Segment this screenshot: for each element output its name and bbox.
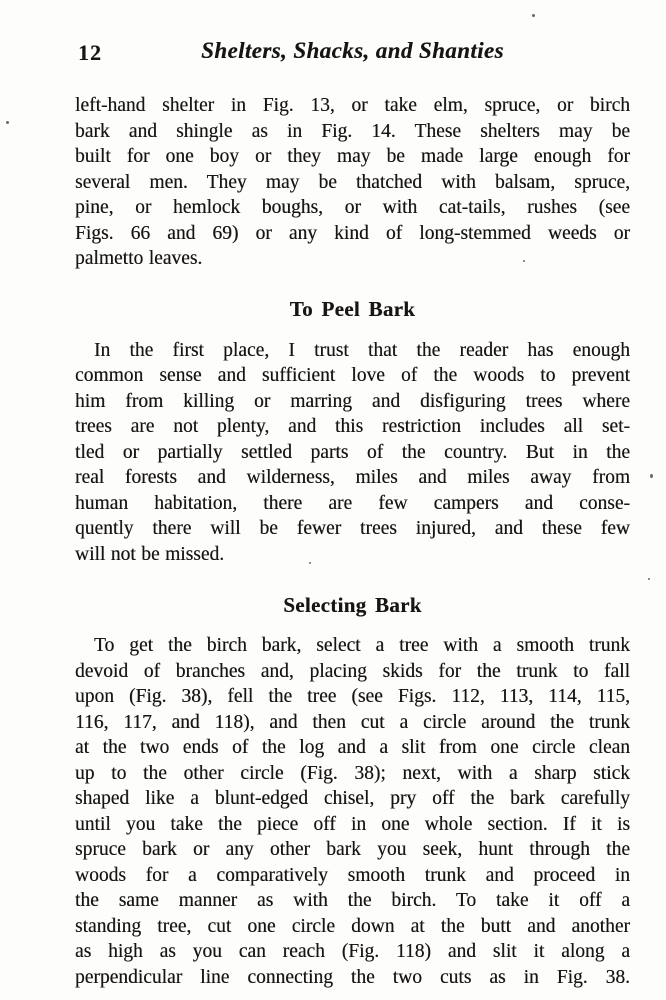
text-line: pine, or hemlock boughs, or with cat-tails, rushes (see [75, 197, 630, 218]
page-number: 12 [78, 40, 102, 65]
text-line: upon (Fig. 38), fell the tree (see Figs. 112, 113, 114, 115, [75, 686, 630, 707]
text-line: the same manner as with the birch. To take it off a [75, 890, 630, 911]
text-line: perpendicular line connecting the two cuts as in Fig. 38. [75, 966, 630, 988]
text-line: at the two ends of the log and a slit from one circle clean [75, 737, 630, 758]
scan-speck [648, 578, 650, 580]
running-title: Shelters, Shacks, and Shanties [201, 38, 504, 63]
text-line: bark and shingle as in Fig. 14. These shelters may be [75, 120, 630, 142]
paragraph [75, 338, 630, 568]
text-line: trees are not plenty, and this restriction includes all set- [75, 416, 630, 437]
text-line: until you take the piece off in one whole section. If it is [75, 813, 630, 835]
scan-speck [532, 14, 535, 17]
running-header [75, 38, 630, 68]
text-line: palmetto leaves. [75, 248, 203, 269]
text-line: devoid of branches and, placing skids for the trunk to fall [75, 660, 630, 682]
text-line: up to the other circle (Fig. 38); next, with a sharp stick [75, 762, 630, 784]
paragraph [75, 93, 630, 272]
section-heading: To Peel Bark [289, 297, 416, 321]
text-line: In the first place, I trust that the reader has enough [94, 339, 630, 361]
text-line: quently there will be fewer trees injured, and these few [75, 518, 630, 539]
scan-speck [523, 260, 525, 262]
text-line: tled or partially settled parts of the country. But in the [75, 441, 630, 463]
scan-speck [6, 121, 9, 124]
text-line: Figs. 66 and 69) or any kind of long-stemmed weeds or [75, 222, 630, 244]
text-line: woods for a comparatively smooth trunk and proceed in [75, 864, 630, 886]
section-heading: Selecting Bark [283, 592, 422, 617]
text-line: shaped like a blunt-edged chisel, pry off the bark carefully [75, 788, 630, 809]
text-line: will not be missed. [75, 543, 225, 565]
text-line: as high as you can reach (Fig. 118) and slit it along a [75, 941, 630, 962]
scan-speck [309, 562, 311, 564]
text-line: real forests and wilderness, miles and miles away from [75, 467, 630, 488]
scan-speck [650, 474, 653, 478]
text-line: him from killing or marring and disfiguring trees where [75, 390, 630, 412]
text-line: built for one boy or they may be made large enough for [75, 146, 630, 167]
text-line: standing tree, cut one circle down at the butt and another [75, 915, 630, 937]
page-body [75, 93, 630, 990]
text-line: To get the birch bark, select a tree with a smooth trunk [94, 635, 630, 656]
text-line: common sense and sufficient love of the woods to prevent [75, 365, 630, 386]
text-line: left-hand shelter in Fig. 13, or take elm, spruce, or birch [75, 95, 630, 116]
text-line: human habitation, there are few campers and conse- [75, 492, 630, 514]
text-line: spruce bark or any other bark you seek, hunt through the [75, 839, 630, 860]
paragraph [75, 633, 630, 990]
text-line: 116, 117, and 118), and then cut a circle around the trunk [75, 711, 630, 733]
text-line: several men. They may be thatched with balsam, spruce, [75, 171, 630, 193]
